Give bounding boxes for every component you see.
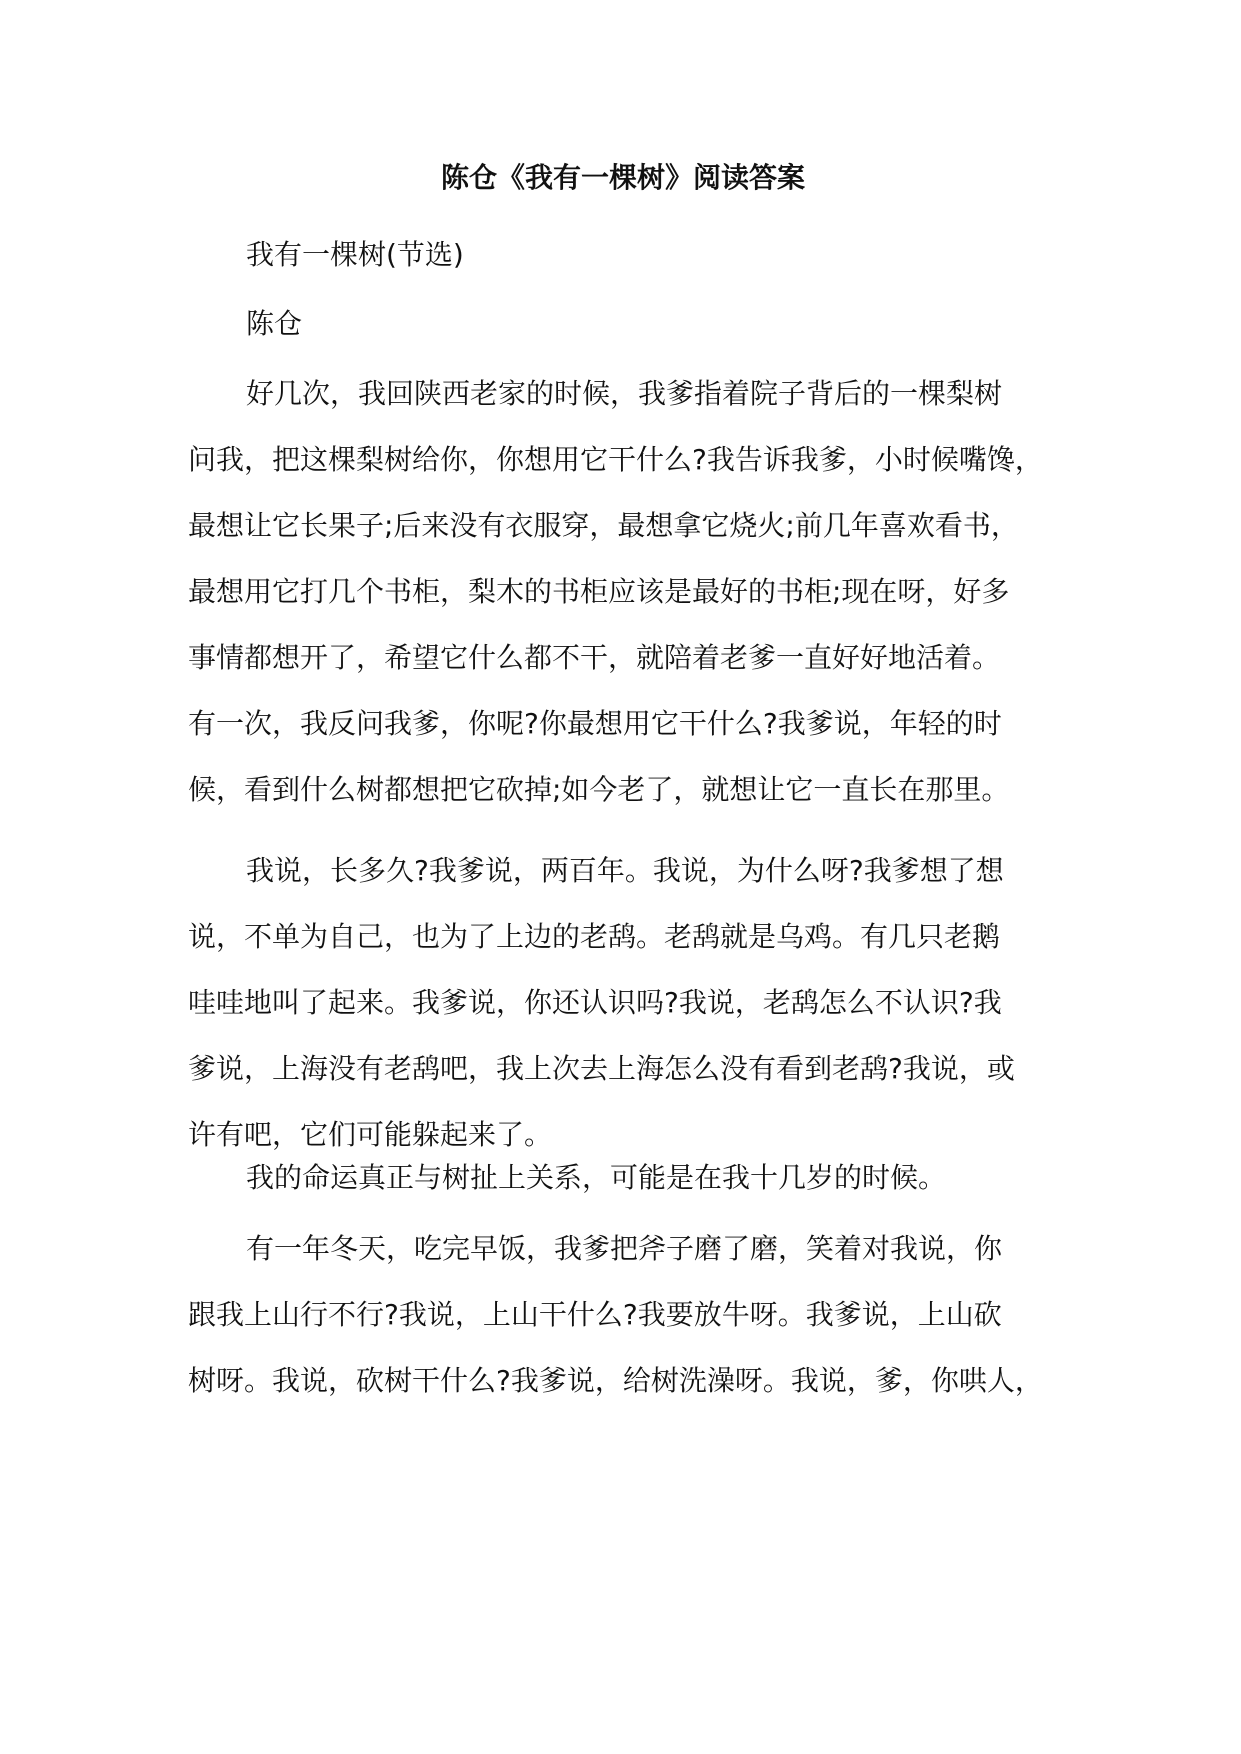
paragraph-line: 有一年冬天，吃完早饭，我爹把斧子磨了磨，笑着对我说，你 [246,1232,1003,1265]
excerpt-subtitle: 我有一棵树(节选) [246,238,464,271]
paragraph-line: 最想用它打几个书柜，梨木的书柜应该是最好的书柜;现在呀，好多 [188,575,1010,608]
paragraph-line: 最想让它长果子;后来没有衣服穿，最想拿它烧火;前几年喜欢看书， [188,509,1019,542]
paragraph-line: 问我，把这棵梨树给你，你想用它干什么?我告诉我爹，小时候嘴馋， [188,443,1043,476]
paragraph-line: 说，不单为自己，也为了上边的老鸹。老鸹就是乌鸡。有几只老鹅 [188,920,1001,953]
paragraph-3 [188,1145,1058,1211]
paragraph-line: 好几次，我回陕西老家的时候，我爹指着院子背后的一棵梨树 [246,377,1003,410]
paragraph-line: 候，看到什么树都想把它砍掉;如今老了，就想让它一直长在那里。 [188,773,1010,806]
paragraph-line: 跟我上山行不行?我说，上山干什么?我要放牛呀。我爹说，上山砍 [188,1298,1002,1331]
paragraph-4 [188,1216,1058,1414]
paragraph-line: 我说，长多久?我爹说，两百年。我说，为什么呀?我爹想了想 [246,854,1004,887]
author-line: 陈仓 [246,307,303,340]
paragraph-line: 哇哇地叫了起来。我爹说，你还认识吗?我说，老鸹怎么不认识?我 [188,986,1002,1019]
paragraph-line: 爹说，上海没有老鸹吧，我上次去上海怎么没有看到老鸹?我说，或 [188,1052,1015,1085]
paragraph-line: 我的命运真正与树扯上关系，可能是在我十几岁的时候。 [246,1161,947,1194]
paragraph-line: 树呀。我说，砍树干什么?我爹说，给树洗澡呀。我说，爹，你哄人， [188,1364,1043,1397]
document-title: 陈仓《我有一棵树》阅读答案 [440,161,805,194]
paragraph-line: 有一次，我反问我爹，你呢?你最想用它干什么?我爹说，年轻的时 [188,707,1002,740]
paragraph-2 [188,838,1058,1168]
paragraph-1 [188,361,1058,823]
paragraph-line: 事情都想开了，希望它什么都不干，就陪着老爹一直好好地活着。 [188,641,1001,674]
paragraph-line: 许有吧，它们可能躲起来了。 [188,1118,553,1151]
